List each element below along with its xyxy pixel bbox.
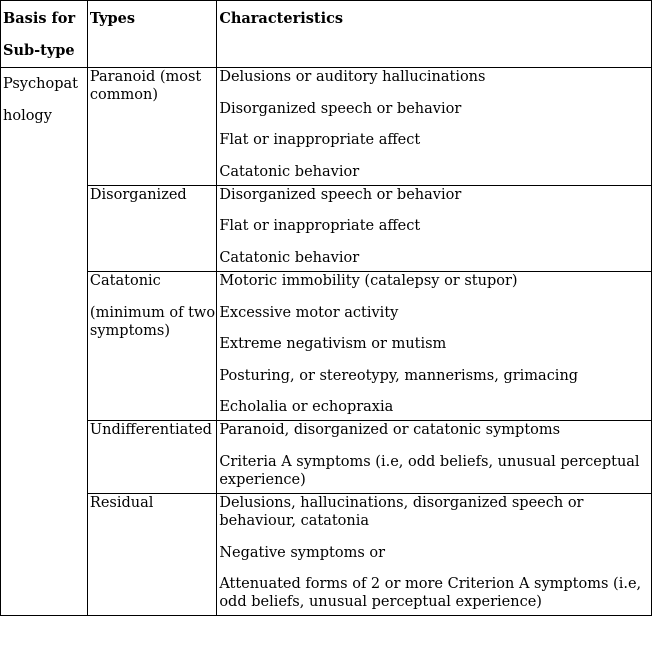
characteristic-item: Delusions or auditory hallucinations xyxy=(219,69,486,85)
characteristic-item: Disorganized speech or behavior xyxy=(219,186,462,203)
type-label: Residual xyxy=(89,494,154,511)
type-cell xyxy=(87,185,216,271)
type-label: (minimum of two symptoms) xyxy=(89,304,216,339)
basis-cell xyxy=(1,68,88,616)
characteristic-item: Excessive motor activity xyxy=(219,304,399,321)
characteristics-cell xyxy=(217,185,652,271)
type-cell xyxy=(87,421,216,494)
header-basis: Basis for Sub-type xyxy=(1,1,88,68)
type-label: Paranoid (most common) xyxy=(89,69,202,103)
table-row xyxy=(1,421,652,494)
type-cell xyxy=(87,271,216,420)
characteristic-item: Flat or inappropriate affect xyxy=(219,132,421,149)
characteristic-item: Negative symptoms or xyxy=(219,544,386,561)
characteristic-item: Motoric immobility (catalepsy or stupor) xyxy=(219,272,518,289)
characteristic-item: Catatonic behavior xyxy=(219,163,360,180)
characteristics-cell xyxy=(217,493,652,615)
characteristic-item: Attenuated forms of 2 or more Criterion A symptoms (i.e, odd beliefs, unusual perceptual experience) xyxy=(219,576,642,611)
table-row xyxy=(1,185,652,271)
type-cell xyxy=(87,68,216,186)
characteristic-item: Delusions, hallucinations, disorganized speech or behaviour, catatonia xyxy=(219,494,584,529)
table-row xyxy=(1,68,652,186)
characteristic-item: Extreme negativism or mutism xyxy=(219,336,447,353)
type-label: Disorganized xyxy=(89,186,187,203)
characteristic-item: Echolalia or echopraxia xyxy=(219,399,394,416)
characteristic-item: Disorganized speech or behavior xyxy=(219,100,462,117)
header-characteristics: Characteristics xyxy=(217,1,652,68)
characteristic-item: Criteria A symptoms (i.e, odd beliefs, unusual perceptual experience) xyxy=(219,453,640,488)
characteristic-item: Posturing, or stereotypy, mannerisms, grimacing xyxy=(219,367,579,384)
characteristics-cell xyxy=(217,68,652,186)
characteristic-item: Flat or inappropriate affect xyxy=(219,218,421,235)
table-body xyxy=(1,68,652,616)
characteristic-item: Paranoid, disorganized or catatonic symptoms xyxy=(219,422,561,439)
table-row xyxy=(1,271,652,420)
table-row xyxy=(1,493,652,615)
basis-label-part1: Psychopat xyxy=(3,76,78,92)
type-cell xyxy=(87,493,216,615)
basis-label-part2: hology xyxy=(3,108,52,124)
type-label: Undifferentiated xyxy=(89,422,212,439)
characteristics-cell xyxy=(217,271,652,420)
header-types: Types xyxy=(87,1,216,68)
characteristics-cell xyxy=(217,421,652,494)
characteristic-item: Catatonic behavior xyxy=(219,249,360,266)
table-header-row xyxy=(1,1,652,68)
type-label: Catatonic xyxy=(89,272,161,289)
